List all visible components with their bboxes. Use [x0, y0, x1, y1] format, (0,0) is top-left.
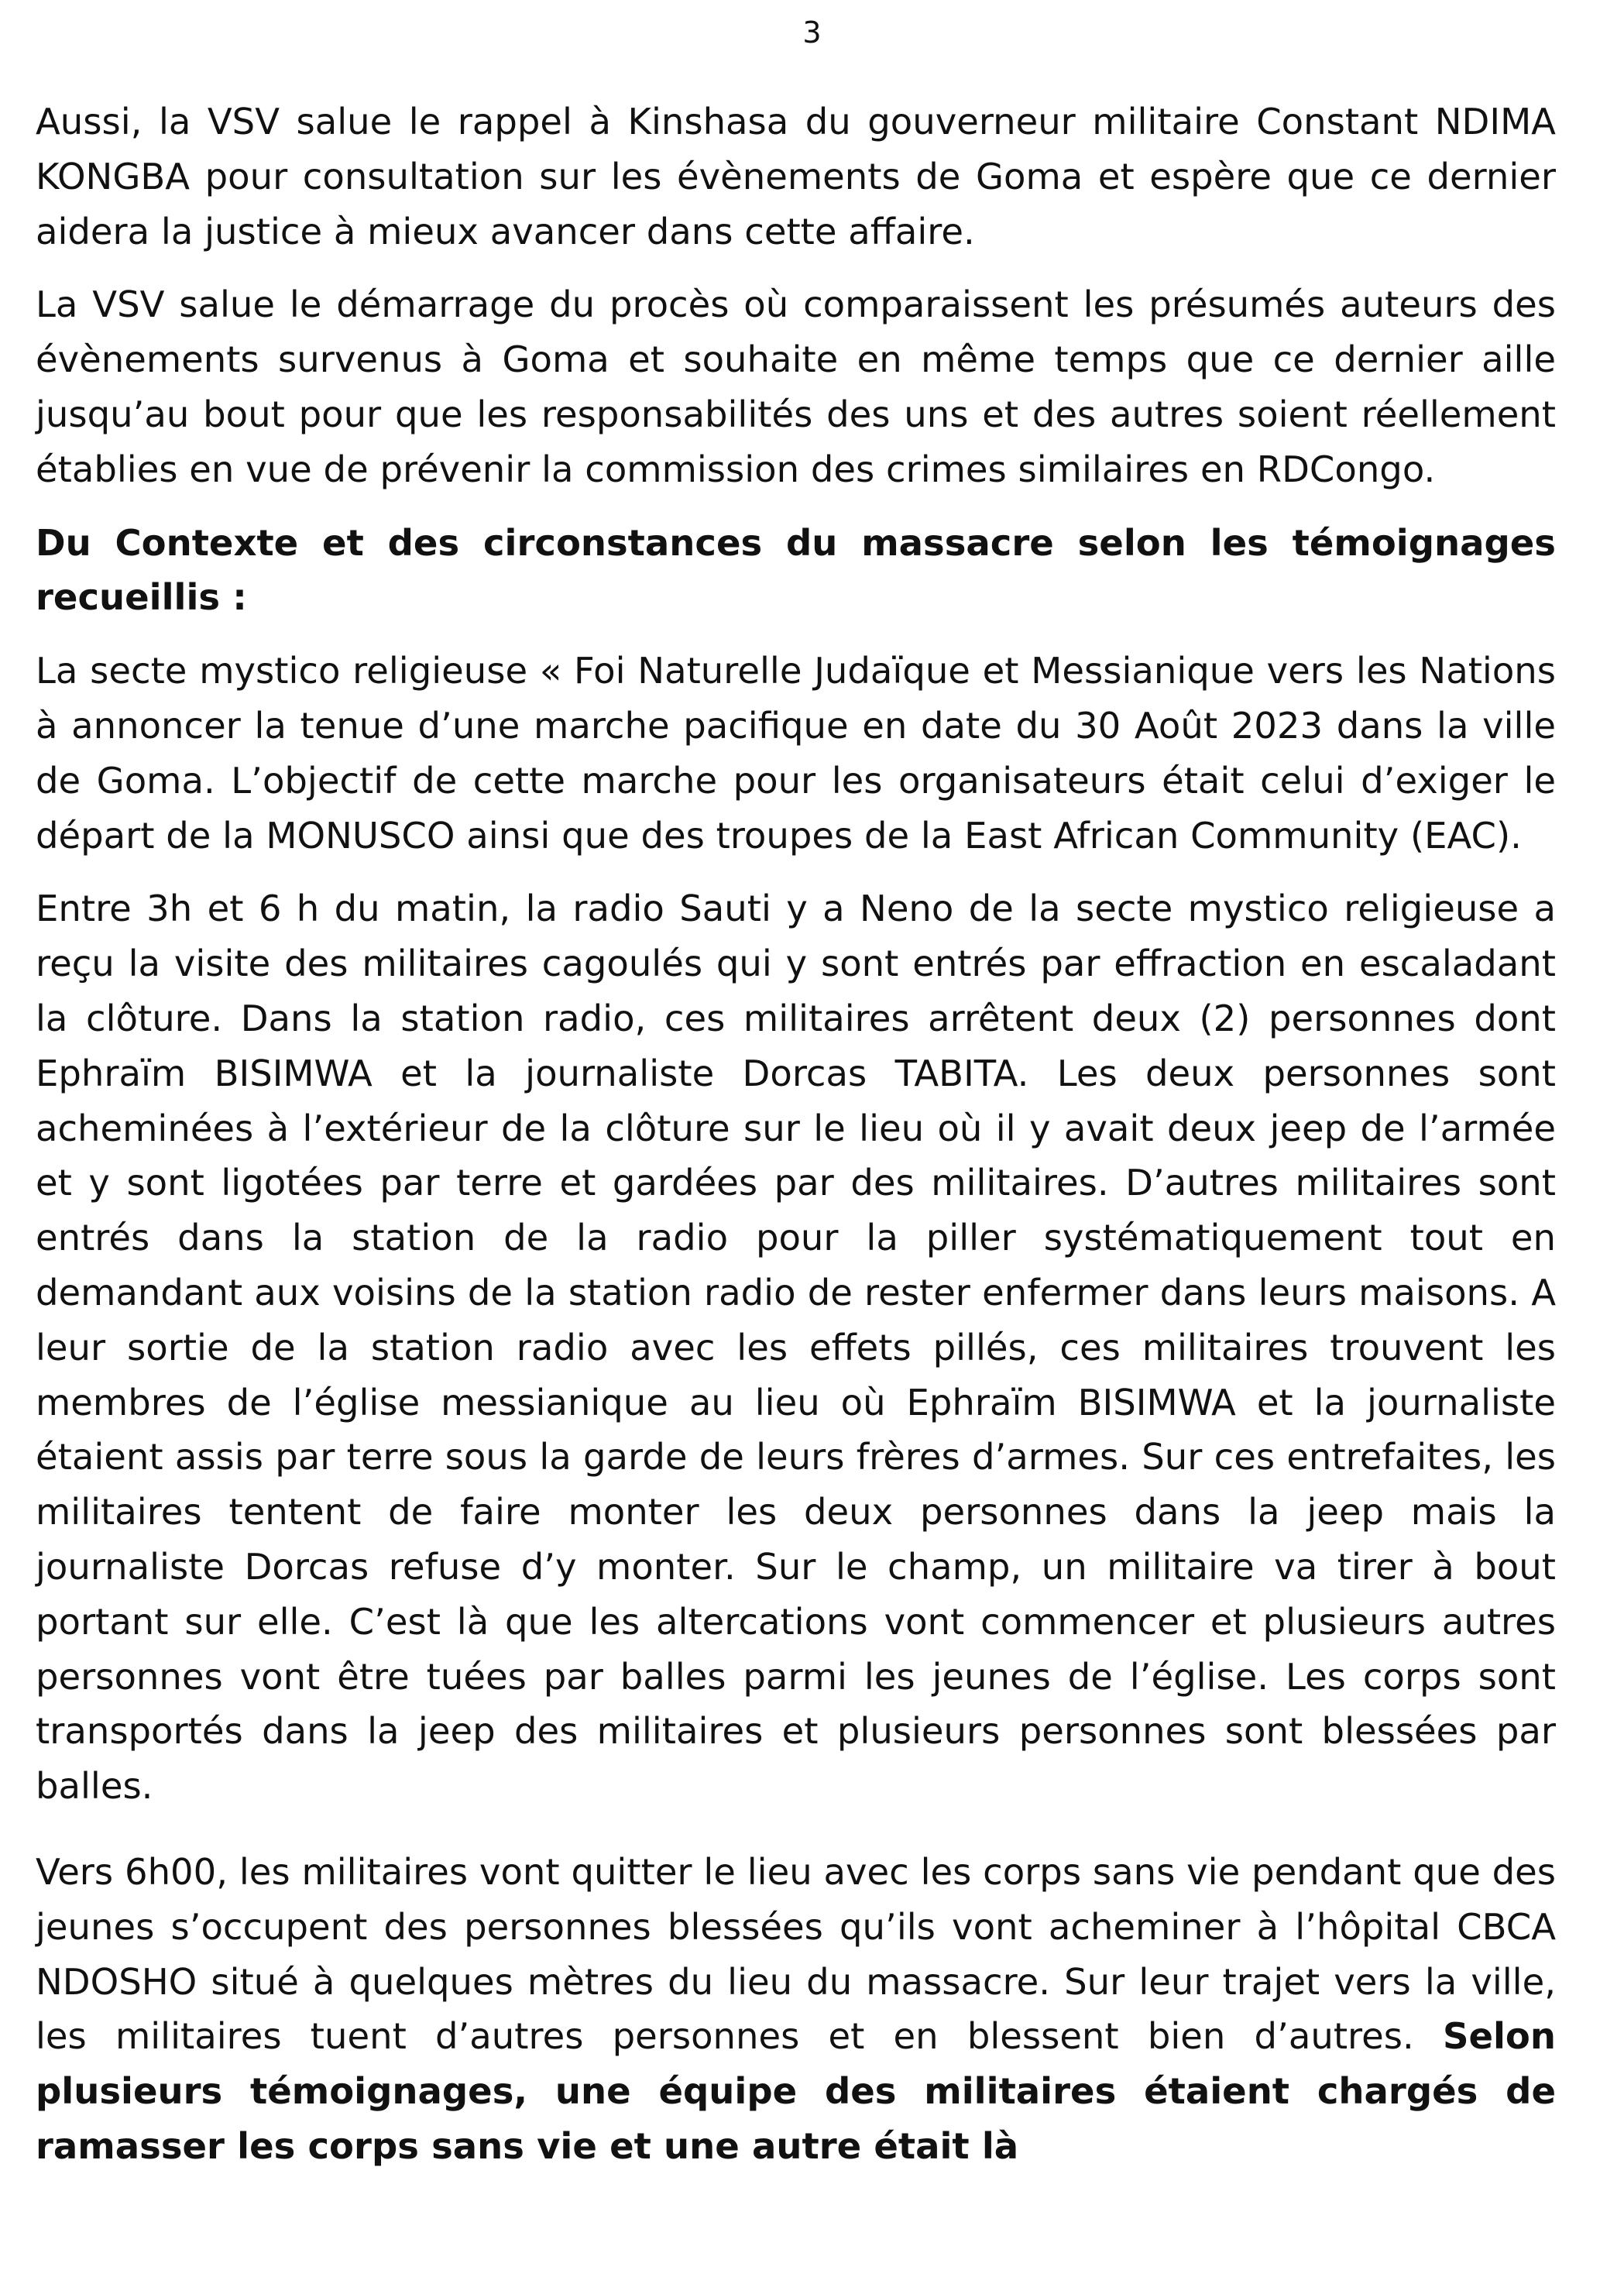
section-heading-contexte: Du Contexte et des circonstances du massacre selon les témoignages recueillis : [36, 521, 1556, 619]
paragraph-vsv-rappel: Aussi, la VSV salue le rappel à Kinshasa du gouverneur militaire Constant NDIMA KONGBA pour consultation sur les évènements de Goma et espère que ce dernier aidera la justice à mieux avancer dans cette affaire. [36, 101, 1556, 252]
page-number: 3 [802, 15, 822, 50]
paragraph-secte-marche: La secte mystico religieuse « Foi Naturelle Judaïque et Messianique vers les Nations à annoncer la tenue d’une marche pacifique en date du 30 Août 2023 dans la ville de Goma. L’objectif de cette marche pour les organisateurs était celui d’exiger le départ de la MONUSCO ainsi que des troupes de la East African Community (EAC). [36, 650, 1556, 857]
paragraph-vers-6h00 [36, 1845, 1556, 2174]
paragraph-vsv-proces: La VSV salue le démarrage du procès où comparaissent les présumés auteurs des évènements survenus à Goma et souhaite en même temps que ce dernier aille jusqu’au bout pour que les responsabilités des uns et des autres soient réellement établies en vue de prévenir la commission des crimes similaires en RDCongo. [36, 283, 1556, 490]
paragraph-radio-sauti: Entre 3h et 6 h du matin, la radio Sauti y a Neno de la secte mystico religieuse a reçu la visite des militaires cagoulés qui y sont entrés par effraction en escaladant la clôture. Dans la station radio, ces militaires arrêtent deux (2) personnes dont Ephraïm BISIMWA et la journaliste Dorcas TABITA. Les deux personnes sont acheminées à l’extérieur de la clôture sur le lieu où il y avait deux jeep de l’armée et y sont ligotées par terre et gardées par des militaires. D’autres militaires sont entrés dans la station de la radio pour la piller systématiquement tout en demandant aux voisins de la station radio de rester enfermer dans leurs maisons. A leur sortie de la station radio avec les effets pillés, ces militaires trouvent les membres de l’église messianique au lieu où Ephraïm BISIMWA et la journaliste étaient assis par terre sous la garde de leurs frères d’armes. Sur ces entrefaites, les militaires tentent de faire monter les deux personnes dans la jeep mais la journaliste Dorcas refuse d’y monter. Sur le champ, un militaire va tirer à bout portant sur elle. C’est là que les altercations vont commencer et plusieurs autres personnes vont être tuées par balles parmi les jeunes de l’église. Les corps sont transportés dans la jeep des militaires et plusieurs personnes sont blessées par balles. [36, 888, 1556, 1808]
paragraph-vers-6h00-text: Vers 6h00, les militaires vont quitter le lieu avec les corps sans vie pendant que des jeunes s’occupent des personnes blessées qu’ils vont acheminer à l’hôpital CBCA NDOSHO situé à quelques mètres du lieu du massacre. Sur leur trajet vers la ville, les militaires tuent d’autres personnes et en blessent bien d’autres. [36, 1850, 1556, 2058]
paragraph-temoignages-bold: Selon plusieurs témoignages, une équipe des militaires étaient chargés de ramasser les corps sans vie et une autre était là [36, 2015, 1556, 2167]
document-body [36, 94, 1556, 2174]
